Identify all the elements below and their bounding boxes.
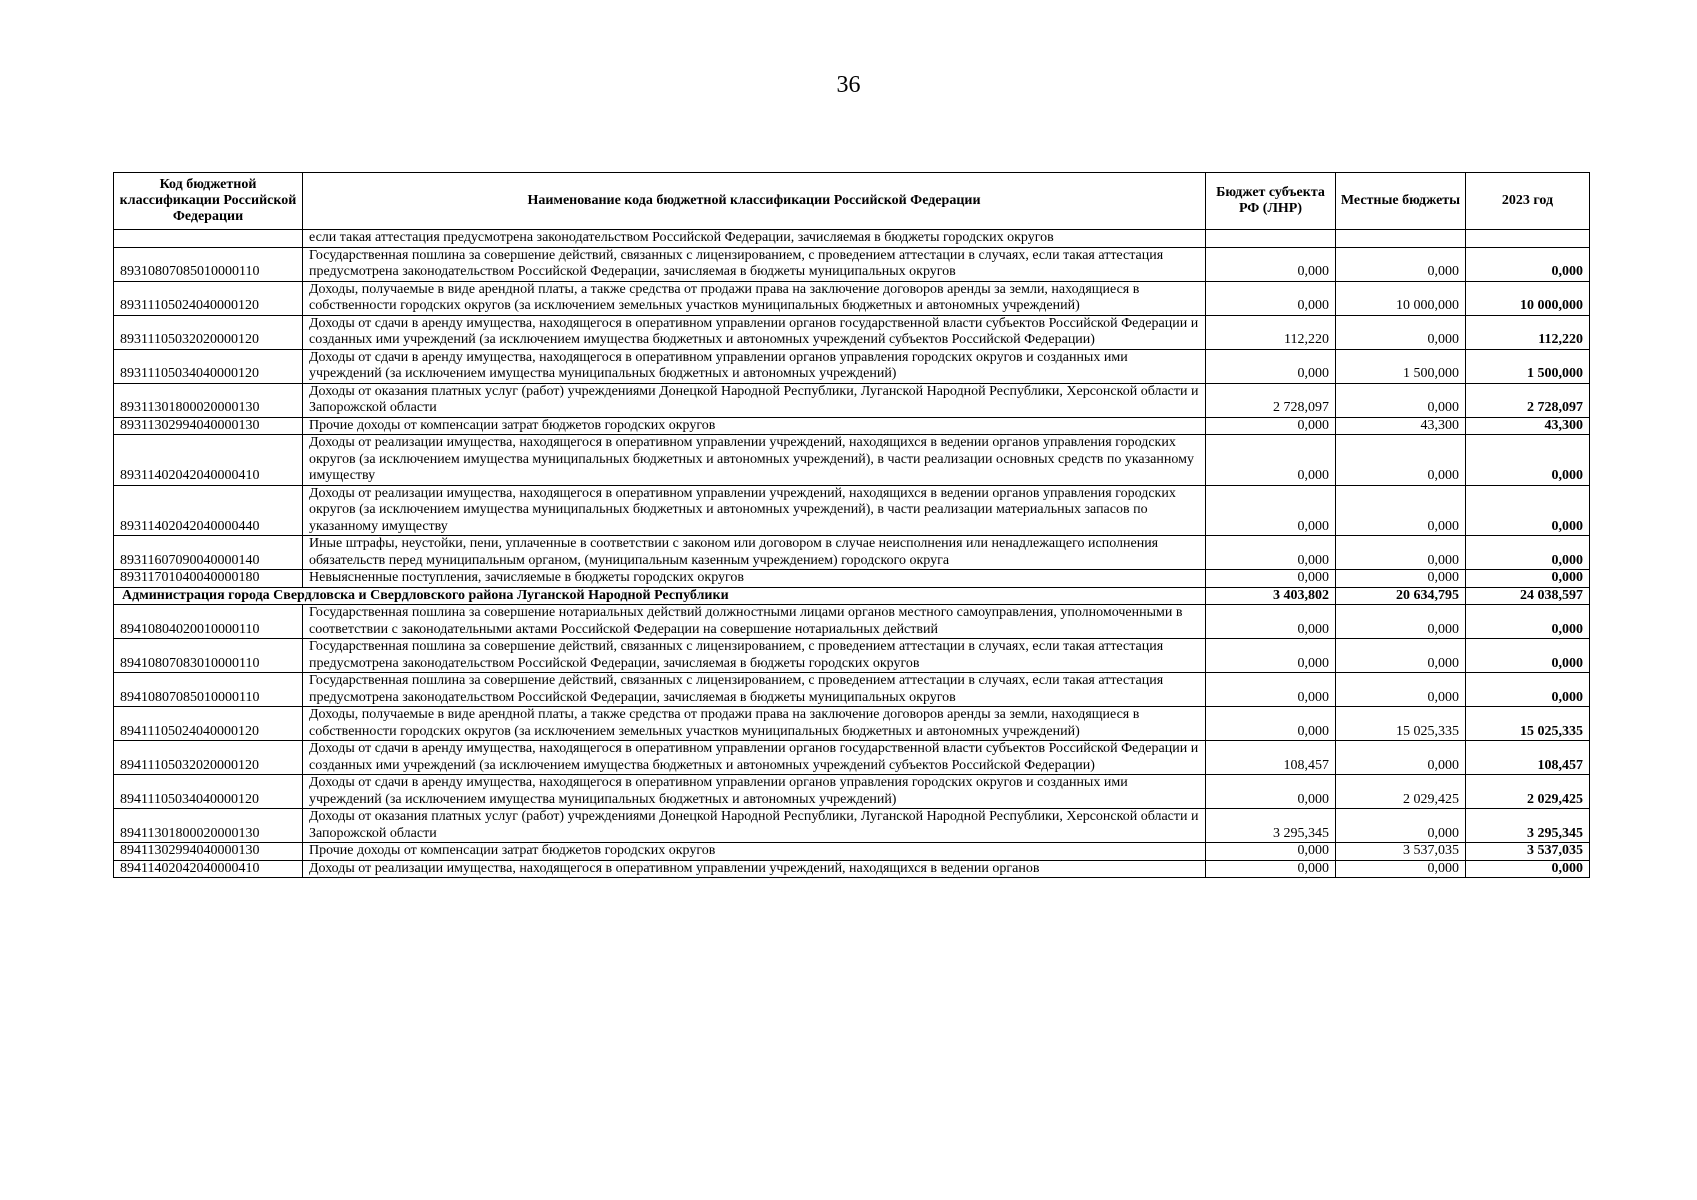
table-row — [114, 383, 1590, 417]
budget-code-name: Государственная пошлина за совершение действий, связанных с лицензированием, с проведением аттестации в случаях, если такая аттестация предусмотрена законодательством Российской Федерации, зачисляемая в бюджеты муниципальных округов — [303, 247, 1206, 281]
year-total-value: 112,220 — [1466, 315, 1590, 349]
subject-budget-value — [1206, 230, 1336, 248]
subject-budget-value: 0,000 — [1206, 281, 1336, 315]
year-total-value: 0,000 — [1466, 605, 1590, 639]
table-row — [114, 315, 1590, 349]
budget-code-name: Доходы, получаемые в виде арендной платы, а также средства от продажи права на заключение договоров аренды за земли, находящиеся в собственности городских округов (за исключением земельных участков муниципальных бюджетных и автономных учреждений) — [303, 281, 1206, 315]
year-total-value: 0,000 — [1466, 435, 1590, 486]
budget-code-name: Доходы от оказания платных услуг (работ) учреждениями Донецкой Народной Республики, Луганской Народной Республики, Херсонской области и Запорожской области — [303, 809, 1206, 843]
year-total-value: 2 029,425 — [1466, 775, 1590, 809]
subject-budget-value: 108,457 — [1206, 741, 1336, 775]
budget-code: 89310807085010000110 — [114, 247, 303, 281]
local-budget-value: 0,000 — [1336, 536, 1466, 570]
header-subject-budget: Бюджет субъекта РФ (ЛНР) — [1206, 173, 1336, 230]
header-code: Код бюджетной классификации Российской Федерации — [114, 173, 303, 230]
budget-code: 89410804020010000110 — [114, 605, 303, 639]
table-row — [114, 485, 1590, 536]
table-row — [114, 349, 1590, 383]
section-title: Администрация города Свердловска и Свердловского района Луганской Народной Республики — [114, 587, 1206, 605]
budget-code: 89311402042040000440 — [114, 485, 303, 536]
subject-budget-value: 112,220 — [1206, 315, 1336, 349]
local-budget-value: 0,000 — [1336, 673, 1466, 707]
year-total-value: 2 728,097 — [1466, 383, 1590, 417]
local-budget-value: 0,000 — [1336, 605, 1466, 639]
year-total-value: 10 000,000 — [1466, 281, 1590, 315]
local-budget-value: 0,000 — [1336, 383, 1466, 417]
budget-code-name: Государственная пошлина за совершение действий, связанных с лицензированием, с проведением аттестации в случаях, если такая аттестация предусмотрена законодательством Российской Федерации, зачисляемая в бюджеты городских округов — [303, 639, 1206, 673]
subject-budget-value: 0,000 — [1206, 843, 1336, 861]
year-total-value: 43,300 — [1466, 417, 1590, 435]
table-row — [114, 673, 1590, 707]
subject-budget-value: 2 728,097 — [1206, 383, 1336, 417]
budget-code-name: Доходы от сдачи в аренду имущества, находящегося в оперативном управлении органов государственной власти субъектов Российской Федерации и созданных ими учреждений (за исключением имущества бюджетных и автономных учреждений субъектов Российской Федерации) — [303, 741, 1206, 775]
table-row — [114, 707, 1590, 741]
table-row — [114, 247, 1590, 281]
local-budget-value: 1 500,000 — [1336, 349, 1466, 383]
local-budget-value: 3 537,035 — [1336, 843, 1466, 861]
local-budget-value: 43,300 — [1336, 417, 1466, 435]
budget-code: 89311105032020000120 — [114, 315, 303, 349]
table-row — [114, 570, 1590, 588]
budget-code: 89410807083010000110 — [114, 639, 303, 673]
budget-code-name: Прочие доходы от компенсации затрат бюджетов городских округов — [303, 843, 1206, 861]
table-row — [114, 775, 1590, 809]
year-total-value: 3 295,345 — [1466, 809, 1590, 843]
year-total-value — [1466, 230, 1590, 248]
budget-code-name: Доходы от реализации имущества, находящегося в оперативном управлении учреждений, находящихся в ведении органов — [303, 860, 1206, 878]
budget-code-name: Доходы от сдачи в аренду имущества, находящегося в оперативном управлении органов государственной власти субъектов Российской Федерации и созданных ими учреждений (за исключением имущества бюджетных и автономных учреждений субъектов Российской Федерации) — [303, 315, 1206, 349]
budget-code-name: Доходы, получаемые в виде арендной платы, а также средства от продажи права на заключение договоров аренды за земли, находящиеся в собственности городских округов (за исключением земельных участков муниципальных бюджетных и автономных учреждений) — [303, 707, 1206, 741]
table-row — [114, 741, 1590, 775]
budget-code-name: если такая аттестация предусмотрена законодательством Российской Федерации, зачисляемая в бюджеты городских округов — [303, 230, 1206, 248]
table-row — [114, 639, 1590, 673]
table-row — [114, 230, 1590, 248]
subject-budget-value: 0,000 — [1206, 860, 1336, 878]
table-row — [114, 605, 1590, 639]
subject-budget-value: 0,000 — [1206, 417, 1336, 435]
budget-code: 89311301800020000130 — [114, 383, 303, 417]
header-year: 2023 год — [1466, 173, 1590, 230]
local-budget-value: 0,000 — [1336, 247, 1466, 281]
budget-code-name: Государственная пошлина за совершение нотариальных действий должностными лицами органов местного самоуправления, уполномоченными в соответствии с законодательными актами Российской Федерации на совершение нотариальных действий — [303, 605, 1206, 639]
local-budget-value: 0,000 — [1336, 435, 1466, 486]
budget-code: 89311302994040000130 — [114, 417, 303, 435]
subject-budget-value: 0,000 — [1206, 536, 1336, 570]
budget-classification-table — [113, 172, 1590, 878]
year-total-value: 15 025,335 — [1466, 707, 1590, 741]
budget-code: 89411105032020000120 — [114, 741, 303, 775]
budget-code-name: Прочие доходы от компенсации затрат бюджетов городских округов — [303, 417, 1206, 435]
budget-code: 89411105024040000120 — [114, 707, 303, 741]
subject-budget-value: 0,000 — [1206, 775, 1336, 809]
subject-budget-value: 0,000 — [1206, 707, 1336, 741]
budget-code: 89411302994040000130 — [114, 843, 303, 861]
table-row — [114, 536, 1590, 570]
table-row — [114, 417, 1590, 435]
year-total-value: 0,000 — [1466, 570, 1590, 588]
year-total-value: 0,000 — [1466, 485, 1590, 536]
budget-code: 89411105034040000120 — [114, 775, 303, 809]
local-budget-value: 0,000 — [1336, 860, 1466, 878]
section-row — [114, 587, 1590, 605]
budget-code: 89311402042040000410 — [114, 435, 303, 486]
budget-code: 89411301800020000130 — [114, 809, 303, 843]
year-total-value: 0,000 — [1466, 639, 1590, 673]
year-total-value: 0,000 — [1466, 673, 1590, 707]
local-budget-value: 0,000 — [1336, 639, 1466, 673]
year-total-value: 3 537,035 — [1466, 843, 1590, 861]
budget-code-name: Доходы от сдачи в аренду имущества, находящегося в оперативном управлении органов управления городских округов и созданных ими учреждений (за исключением имущества муниципальных бюджетных и автономных учреждений) — [303, 349, 1206, 383]
table-row — [114, 435, 1590, 486]
local-budget-value: 0,000 — [1336, 485, 1466, 536]
budget-code — [114, 230, 303, 248]
year-total-value: 0,000 — [1466, 860, 1590, 878]
page-number: 36 — [836, 72, 861, 98]
subject-budget-value: 0,000 — [1206, 435, 1336, 486]
subject-budget-value: 0,000 — [1206, 247, 1336, 281]
budget-code-name: Доходы от реализации имущества, находящегося в оперативном управлении учреждений, находящихся в ведении органов управления городских округов (за исключением имущества муниципальных бюджетных и автономных учреждений), в части реализации основных средств по указанному имуществу — [303, 435, 1206, 486]
subject-budget-value: 3 403,802 — [1206, 587, 1336, 605]
local-budget-value: 0,000 — [1336, 741, 1466, 775]
subject-budget-value: 0,000 — [1206, 639, 1336, 673]
budget-code-name: Невыясненные поступления, зачисляемые в бюджеты городских округов — [303, 570, 1206, 588]
header-name: Наименование кода бюджетной классификации Российской Федерации — [303, 173, 1206, 230]
local-budget-value: 20 634,795 — [1336, 587, 1466, 605]
subject-budget-value: 3 295,345 — [1206, 809, 1336, 843]
budget-code-name: Иные штрафы, неустойки, пени, уплаченные в соответствии с законом или договором в случае неисполнения или ненадлежащего исполнения обязательств перед муниципальным органом, (муниципальным казенным учреждением) городского округа — [303, 536, 1206, 570]
budget-code: 89410807085010000110 — [114, 673, 303, 707]
table-body — [114, 230, 1590, 878]
header-local-budgets: Местные бюджеты — [1336, 173, 1466, 230]
subject-budget-value: 0,000 — [1206, 485, 1336, 536]
budget-code-name: Государственная пошлина за совершение действий, связанных с лицензированием, с проведением аттестации в случаях, если такая аттестация предусмотрена законодательством Российской Федерации, зачисляемая в бюджеты муниципальных округов — [303, 673, 1206, 707]
subject-budget-value: 0,000 — [1206, 349, 1336, 383]
local-budget-value: 15 025,335 — [1336, 707, 1466, 741]
local-budget-value: 0,000 — [1336, 570, 1466, 588]
budget-code: 89311607090040000140 — [114, 536, 303, 570]
table-row — [114, 860, 1590, 878]
budget-code: 89411402042040000410 — [114, 860, 303, 878]
year-total-value: 24 038,597 — [1466, 587, 1590, 605]
budget-code-name: Доходы от сдачи в аренду имущества, находящегося в оперативном управлении органов управления городских округов и созданных ими учреждений (за исключением имущества муниципальных бюджетных и автономных учреждений) — [303, 775, 1206, 809]
table-header-row — [114, 173, 1590, 230]
budget-code-name: Доходы от оказания платных услуг (работ) учреждениями Донецкой Народной Республики, Луганской Народной Республики, Херсонской области и Запорожской области — [303, 383, 1206, 417]
year-total-value: 1 500,000 — [1466, 349, 1590, 383]
year-total-value: 0,000 — [1466, 536, 1590, 570]
table-row — [114, 809, 1590, 843]
budget-code: 89311701040040000180 — [114, 570, 303, 588]
table-row — [114, 281, 1590, 315]
local-budget-value: 0,000 — [1336, 315, 1466, 349]
year-total-value: 0,000 — [1466, 247, 1590, 281]
local-budget-value: 10 000,000 — [1336, 281, 1466, 315]
subject-budget-value: 0,000 — [1206, 673, 1336, 707]
subject-budget-value: 0,000 — [1206, 605, 1336, 639]
local-budget-value — [1336, 230, 1466, 248]
year-total-value: 108,457 — [1466, 741, 1590, 775]
table-row — [114, 843, 1590, 861]
budget-code: 89311105034040000120 — [114, 349, 303, 383]
local-budget-value: 0,000 — [1336, 809, 1466, 843]
budget-code: 89311105024040000120 — [114, 281, 303, 315]
budget-code-name: Доходы от реализации имущества, находящегося в оперативном управлении учреждений, находящихся в ведении органов управления городских округов (за исключением имущества муниципальных бюджетных и автономных учреждений), в части реализации материальных запасов по указанному имуществу — [303, 485, 1206, 536]
subject-budget-value: 0,000 — [1206, 570, 1336, 588]
local-budget-value: 2 029,425 — [1336, 775, 1466, 809]
